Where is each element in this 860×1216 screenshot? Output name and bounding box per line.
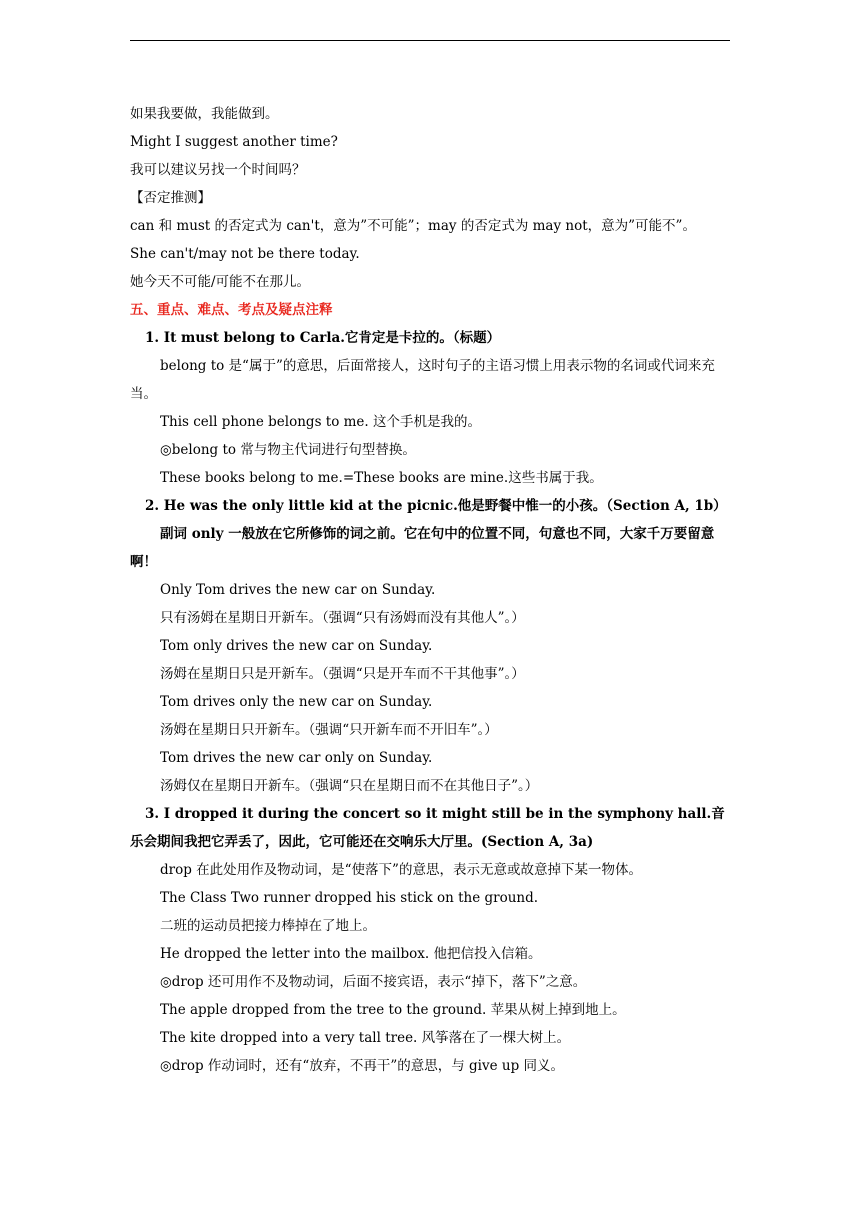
note-heading-1: 1. It must belong to Carla.它肯定是卡拉的。（标题） — [145, 330, 501, 346]
example-translation: 只有汤姆在星期日开新车。（强调“只有汤姆而没有其他人”。） — [160, 610, 525, 626]
explanation-paragraph: belong to 是“属于”的意思，后面常接人，这时句子的主语习惯上用表示物的名词或代词来充当。 — [130, 358, 715, 402]
text-line: 我可以建议另找一个时间吗？ — [130, 162, 306, 178]
example-sentence: Tom drives the new car only on Sunday. — [160, 750, 433, 766]
text-line: Might I suggest another time? — [130, 134, 338, 150]
example-sentence: The kite dropped into a very tall tree. 风筝落在了一棵大树上。 — [160, 1030, 571, 1046]
usage-note: ◎drop 还可用作不及物动词，后面不接宾语，表示“掉下，落下”之意。 — [160, 974, 587, 990]
example-translation: 她今天不可能/可能不在那儿。 — [130, 274, 311, 290]
usage-note: ◎drop 作动词时，还有“放弃，不再干”的意思，与 give up 同义。 — [160, 1058, 565, 1074]
note-heading-2: 2. He was the only little kid at the picnic.他是野餐中惟一的小孩。（Section A, 1b） — [145, 498, 727, 514]
example-sentence: The apple dropped from the tree to the ground. 苹果从树上掉到地上。 — [160, 1002, 626, 1018]
note-heading-3: 3. I dropped it during the concert so it might still be in the symphony hall.音乐会期间我把它弄丢了，因此，它可能还在交响乐大厅里。(Section A, 3a) — [130, 806, 725, 850]
example-sentence: Tom drives only the new car on Sunday. — [160, 694, 433, 710]
section-heading: 五、重点、难点、考点及疑点注释 — [130, 302, 333, 318]
document-body — [130, 100, 730, 1080]
example-sentence: Only Tom drives the new car on Sunday. — [160, 582, 436, 598]
example-translation: 汤姆仅在星期日开新车。（强调“只在星期日而不在其他日子”。） — [160, 778, 539, 794]
explanation-paragraph: 副词 only 一般放在它所修饰的词之前。它在句中的位置不同，句意也不同，大家千万要留意啊！ — [130, 526, 715, 570]
example-translation: 汤姆在星期日只开新车。（强调“只开新车而不开旧车”。） — [160, 722, 498, 738]
example-sentence: The Class Two runner dropped his stick on the ground. — [160, 890, 539, 906]
example-translation: 二班的运动员把接力棒掉在了地上。 — [160, 918, 376, 934]
example-sentence: She can't/may not be there today. — [130, 246, 360, 262]
example-translation: 汤姆在星期日只是开新车。（强调“只是开车而不干其他事”。） — [160, 666, 525, 682]
header-rule — [130, 40, 730, 41]
explanation-paragraph: drop 在此处用作及物动词，是“使落下”的意思，表示无意或故意掉下某一物体。 — [160, 862, 642, 878]
subheading: 【否定推测】 — [130, 190, 211, 206]
text-line: can 和 must 的否定式为 can't，意为”不可能”；may 的否定式为 may not，意为”可能不”。 — [130, 218, 696, 234]
example-sentence: Tom only drives the new car on Sunday. — [160, 638, 433, 654]
usage-note: ◎belong to 常与物主代词进行句型替换。 — [160, 442, 416, 458]
example-sentence: These books belong to me.=These books are mine.这些书属于我。 — [160, 470, 603, 486]
example-sentence: He dropped the letter into the mailbox. 他把信投入信箱。 — [160, 946, 542, 962]
text-line: 如果我要做，我能做到。 — [130, 106, 279, 122]
example-sentence: This cell phone belongs to me. 这个手机是我的。 — [160, 414, 482, 430]
